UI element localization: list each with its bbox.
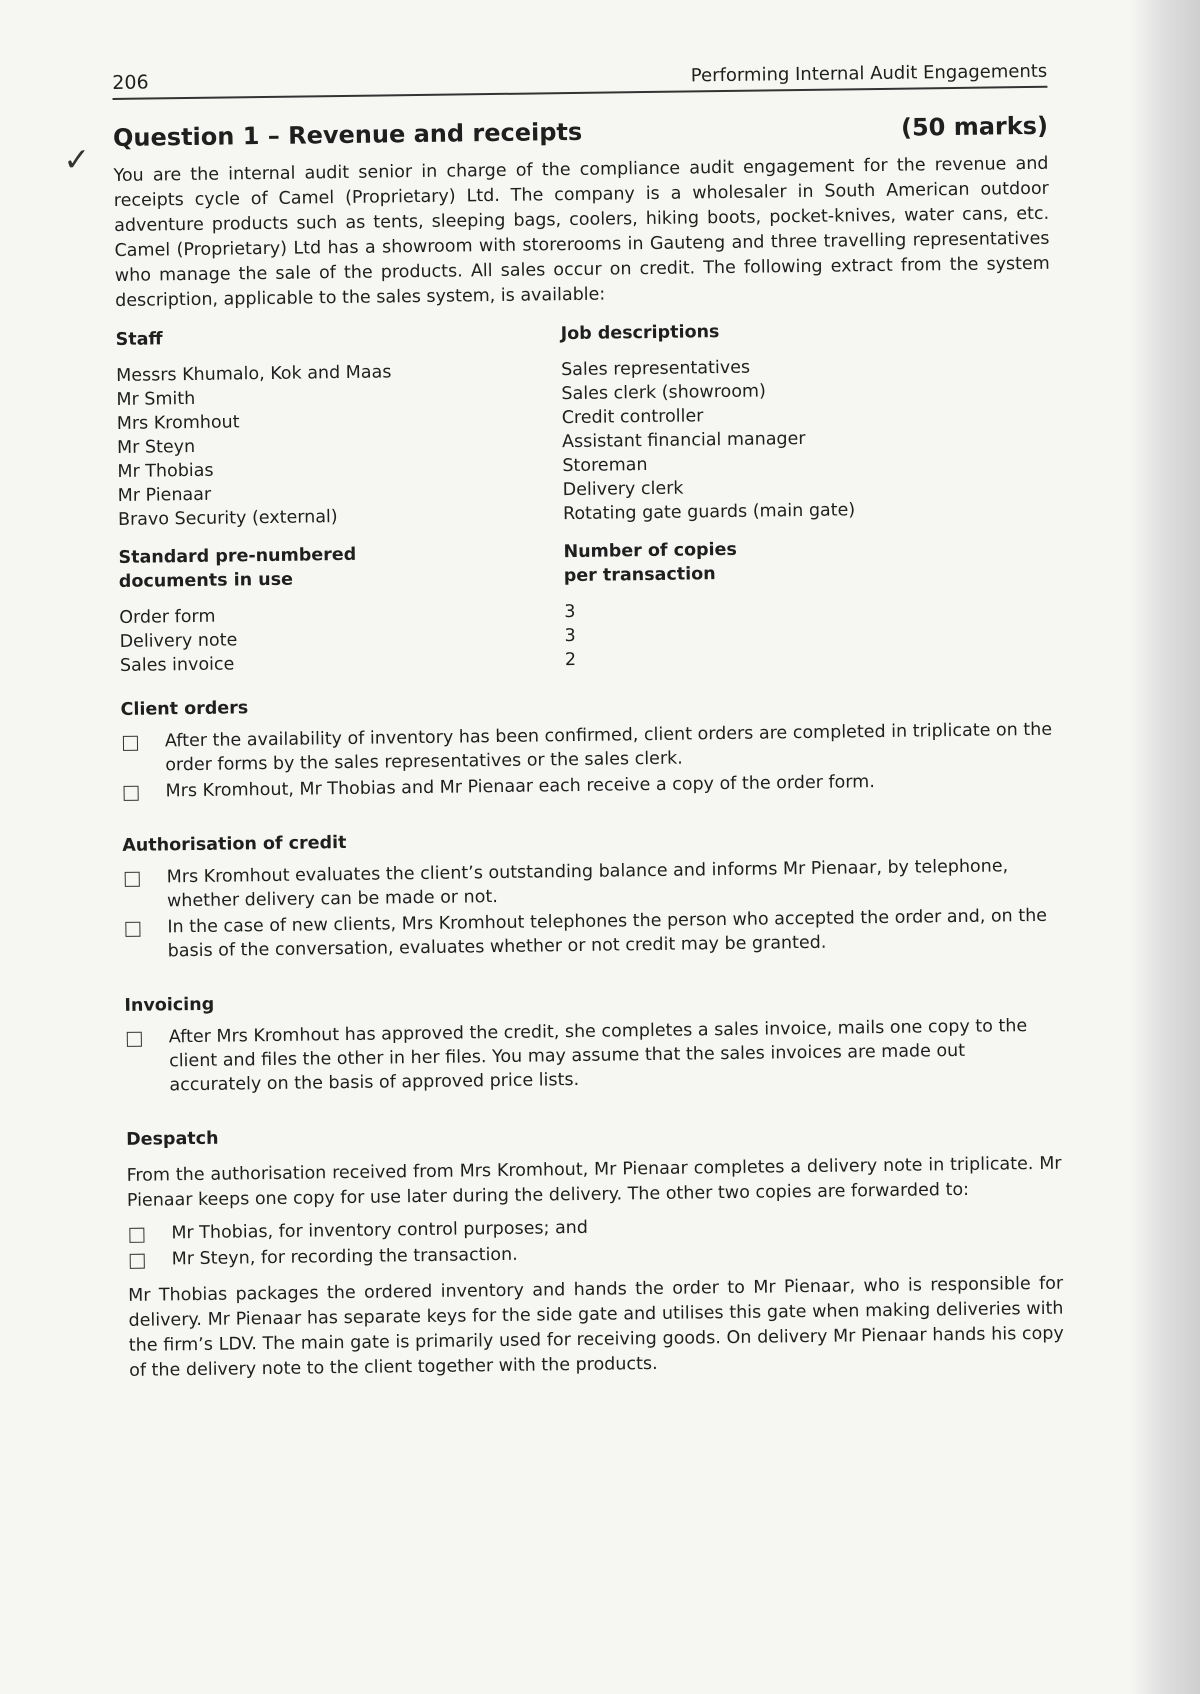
job-role: Credit controller: [561, 406, 704, 429]
page-number: 206: [112, 71, 149, 94]
document-name: Order form: [119, 606, 216, 628]
staff-name: Mr Thobias: [117, 460, 214, 482]
despatch-closing: Mr Thobias packages the ordered inventory and hands the order to Mr Pienaar, who is responsible for delivery. Mr Pienaar has separate keys for the side gate and utilises this gate when making deliveries with the firm’s LDV. The main gate is primarily used for receiving goods. On delivery Mr Pienaar hands his copy of the delivery note to the client together with the products.: [128, 1273, 1064, 1381]
job-descriptions: [561, 352, 1053, 526]
job-descriptions-heading: Job descriptions: [560, 322, 720, 345]
copy-count: 3: [564, 625, 576, 647]
copy-count: 3: [564, 601, 576, 623]
staff-table: [116, 316, 1054, 532]
page-content: [63, 46, 1064, 1384]
staff-name: Mrs Kromhout: [116, 412, 240, 434]
staff-name: Mr Smith: [116, 388, 196, 410]
client-orders-heading: Client orders: [120, 698, 249, 720]
authorisation-heading: Authorisation of credit: [122, 832, 347, 856]
document-name: Sales invoice: [119, 654, 235, 676]
documents-table: [118, 534, 1055, 678]
handwritten-checkmark-icon: ✓: [63, 140, 91, 179]
list-item: After Mrs Kromhout has approved the credit, she completes a sales invoice, mails one copy to the client and files the other in her files. You may assume that the sales invoices are made out accurately on the basis of approved price lists.: [125, 1014, 1061, 1098]
document-name: Delivery note: [119, 630, 238, 652]
invoicing-heading: Invoicing: [124, 994, 215, 1016]
checkbox-bullet-icon: [124, 786, 139, 801]
list-item: Mr Steyn, for recording the transaction.: [128, 1236, 1063, 1272]
despatch-heading: Despatch: [126, 1128, 219, 1150]
documents-heading: Standard pre-numbered documents in use: [118, 544, 357, 592]
running-title: Performing Internal Audit Engagements: [690, 60, 1048, 87]
page-header: [112, 46, 1047, 100]
staff-names: [116, 358, 563, 532]
question-marks: (50 marks): [900, 111, 1049, 142]
question-intro: You are the internal audit senior in charge of the compliance audit engagement for the revenue and receipts cycle of Camel (Proprietary) Ltd. The company is a wholesaler in South American outdoor adventure products such as tents, sleeping bags, coolers, hiking boots, pocket-knives, water cans, etc. Camel (Proprietary) Ltd has a showroom with storerooms in Gauteng and three travelling representatives who manage the sale of the products. All sales occur on credit. The following extract from the system description, applicable to the sales system, is available:: [113, 153, 1050, 311]
checkbox-bullet-icon: [129, 1228, 144, 1243]
staff-name: Bravo Security (external): [117, 507, 338, 530]
question-title: Question 1 – Revenue and receipts: [112, 117, 583, 152]
job-role: Rotating gate guards (main gate): [562, 500, 856, 525]
job-role: Sales representatives: [560, 357, 751, 381]
staff-name: Mr Steyn: [116, 436, 196, 458]
copies-heading: Number of copies per transaction: [563, 539, 738, 587]
document-names: [119, 600, 565, 678]
list-item: After the availability of inventory has been confirmed, client orders are completed in triplicate on the order forms by the sales representatives or the sales clerk.: [121, 718, 1057, 778]
checkbox-bullet-icon: [130, 1254, 145, 1269]
list-item: Mr Thobias, for inventory control purposes; and: [127, 1210, 1062, 1246]
page-edge-shadow: [1130, 0, 1200, 1694]
invoicing-list: [125, 1014, 1061, 1098]
job-role: Delivery clerk: [562, 478, 684, 501]
job-role: Storeman: [562, 455, 648, 477]
staff-name: Messrs Khumalo, Kok and Maas: [116, 362, 392, 386]
job-role: Assistant financial manager: [561, 428, 806, 453]
list-item: Mrs Kromhout evaluates the client’s outstanding balance and informs Mr Pienaar, by telephone, whether delivery can be made or not.: [123, 854, 1059, 914]
checkbox-bullet-icon: [125, 872, 140, 887]
document-copies: [564, 594, 1055, 672]
copy-count: 2: [564, 649, 577, 671]
authorisation-list: [123, 854, 1059, 964]
despatch-intro: From the authorisation received from Mrs Kromhout, Mr Pienaar completes a delivery note in triplicate. Mr Pienaar keeps one copy for use later during the delivery. The other two copies are forwarded to:: [126, 1153, 1062, 1211]
question-heading: [113, 112, 1048, 152]
staff-name: Mr Pienaar: [117, 484, 212, 506]
job-role: Sales clerk (showroom): [561, 381, 766, 405]
checkbox-bullet-icon: [125, 922, 140, 937]
list-item: Mrs Kromhout, Mr Thobias and Mr Pienaar each receive a copy of the order form.: [121, 768, 1056, 804]
checkbox-bullet-icon: [123, 736, 138, 751]
client-orders-list: [121, 718, 1057, 804]
list-item: In the case of new clients, Mrs Kromhout telephones the person who accepted the order and, on the basis of the conversation, evaluates whether or not credit may be granted.: [123, 904, 1059, 964]
staff-heading: Staff: [115, 329, 163, 350]
checkbox-bullet-icon: [127, 1032, 142, 1047]
despatch-list: [127, 1210, 1063, 1272]
